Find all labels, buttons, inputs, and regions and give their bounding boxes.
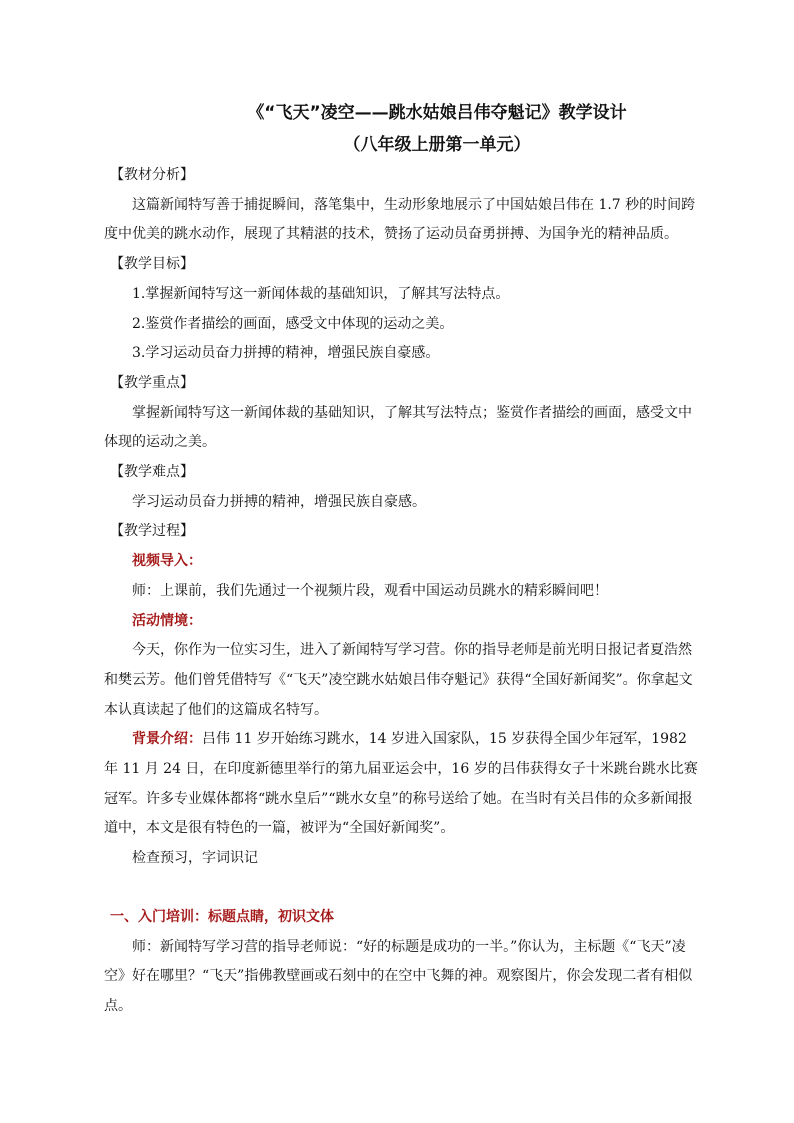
- preview-line: 检查预习，字词识记: [132, 850, 258, 867]
- section-heading-goals: 【教学目标】: [110, 256, 194, 273]
- key-points-paragraph: 掌握新闻特写这一新闻体裁的基础知识，了解其写法特点；鉴赏作者描绘的画面，感受文中体现的运动之美。: [104, 404, 692, 451]
- part-one-heading-line: [104, 903, 698, 933]
- activity-scene-paragraph: 今天，你作为一位实习生，进入了新闻特写学习营。你的指导老师是前光明日报记者夏浩然和樊云芳。他们曾凭借特写《“飞天”凌空跳水姑娘吕伟夺魁记》获得“全国好新闻奖”。你拿起文本认真读起了他们的这篇成名特写。: [104, 642, 693, 718]
- difficulties-paragraph: 学习运动员奋力拼搏的精神，增强民族自豪感。: [132, 493, 426, 510]
- section-heading-process: 【教学过程】: [110, 523, 194, 540]
- video-intro-label: 视频导入：: [132, 553, 202, 570]
- document-body: [104, 161, 698, 1022]
- background-paragraph: [104, 725, 698, 844]
- goal-item-3: 3.学习运动员奋力拼搏的精神，增强民族自豪感。: [132, 345, 440, 362]
- spacer: [104, 874, 698, 903]
- activity-scene-label-line: [104, 607, 698, 637]
- background-text: 吕伟 11 岁开始练习跳水，14 岁进入国家队，15 岁获得全国少年冠军，1982 年 11 月 24 日，在印度新德里举行的第九届亚运会中，16 岁的吕伟获得女子十米跳台跳水比赛冠军。许多专业媒体都将“跳水皇后”“跳水女皇”的称号送给了她。在当时有关吕伟的众多新闻报道中，本文是很有特色的一篇，被评为“全国好新闻奖”。: [104, 731, 698, 837]
- activity-scene-label: 活动情境：: [132, 612, 202, 629]
- section-heading-difficulties: 【教学难点】: [110, 464, 194, 481]
- background-label: 背景介绍：: [132, 731, 202, 748]
- goal-item-2: 2.鉴赏作者描绘的画面，感受文中体现的运动之美。: [132, 315, 454, 332]
- section-heading-key-points: 【教学重点】: [110, 374, 194, 391]
- video-intro-label-line: [104, 547, 698, 577]
- goal-item-1: 1.掌握新闻特写这一新闻体裁的基础知识，了解其写法特点。: [132, 285, 510, 302]
- part-one-paragraph: 师：新闻特写学习营的指导老师说：“好的标题是成功的一半。”你认为，主标题《“飞天”凌空》好在哪里？“飞天”指佛教壁画或石刻中的在空中飞舞的神。观察图片，你会发现二者有相似点。: [104, 938, 693, 1014]
- section-heading-analysis: 【教材分析】: [110, 167, 194, 183]
- video-intro-paragraph: 师：上课前，我们先通过一个视频片段，观看中国运动员跳水的精彩瞬间吧！: [132, 582, 608, 599]
- part-one-heading: 一、入门培训：标题点睛，初识文体: [110, 908, 334, 925]
- document-subtitle: （八年级上册第一单元）: [343, 135, 531, 155]
- analysis-paragraph: 这篇新闻特写善于捕捉瞬间，落笔集中，生动形象地展示了中国姑娘吕伟在 1.7 秒的时间跨度中优美的跳水动作，展现了其精湛的技术，赞扬了运动员奋勇拼搏、为国争光的精神品质。: [104, 196, 696, 243]
- document-title: 《“飞天”凌空——跳水姑娘吕伟夺魁记》教学设计: [247, 103, 627, 123]
